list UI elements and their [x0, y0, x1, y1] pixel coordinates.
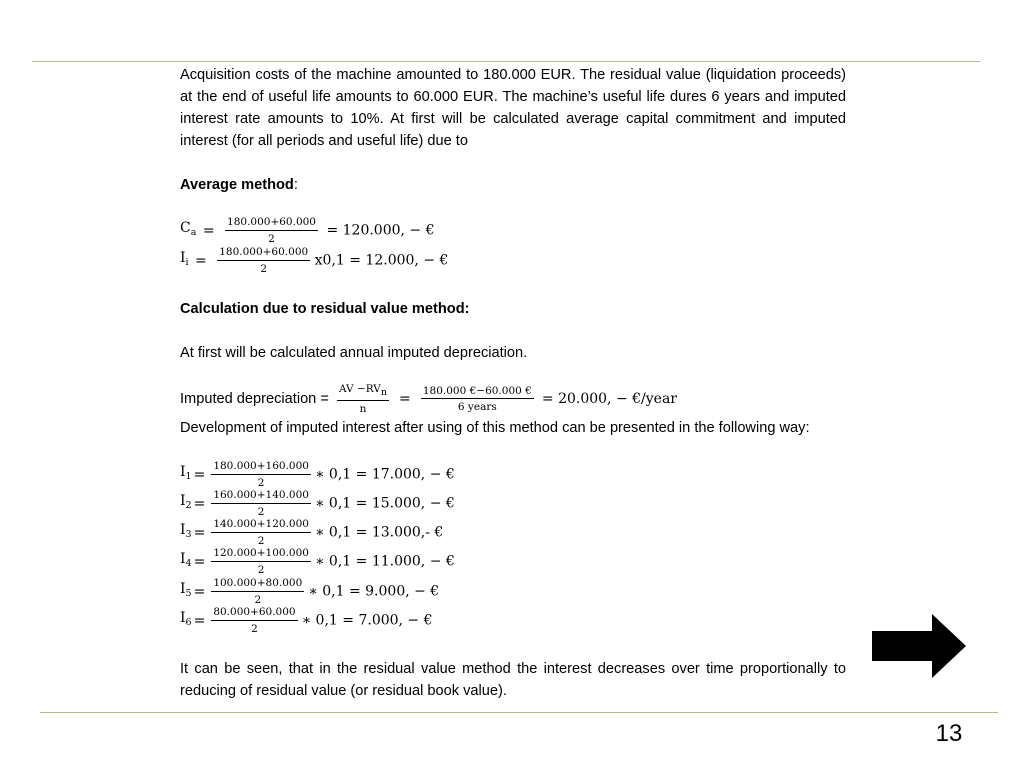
period-symbol — [180, 490, 192, 517]
period-symbol — [180, 578, 192, 605]
period-symbol-letter: I — [180, 522, 186, 538]
period-numerator: 80.000+60.000 — [211, 607, 297, 621]
period-symbol-sub: 4 — [185, 558, 192, 569]
period-denominator: 2 — [257, 563, 265, 576]
period-denominator: 2 — [257, 505, 265, 518]
equals-sign: = — [193, 495, 206, 512]
period-symbol-letter: I — [180, 581, 186, 597]
period-denominator: 2 — [254, 593, 262, 606]
depreciation-label: Imputed depreciation = — [180, 391, 329, 407]
period-symbol-letter: I — [180, 464, 186, 480]
annual-depreciation-text: At first will be calculated annual imputed depreciation. — [180, 345, 528, 361]
average-method-colon: : — [293, 177, 298, 193]
period-symbol-sub: 6 — [185, 617, 192, 628]
conclusion-paragraph: It can be seen, that in the residual value method the interest decreases over time proportionally to reducing of residual value (or residual book value). — [180, 661, 846, 699]
period-numerator: 160.000+140.000 — [211, 490, 311, 504]
intro-paragraph: Acquisition costs of the machine amounted to 180.000 EUR. The residual value (liquidation proceeds) at the end of useful life amounts to 60.000 EUR. The machine’s useful life dures 6 years and imputed interest rate amounts to 10%. At first will be calculated average capital commitment and imputed interest (for all periods and useful life) due to — [180, 67, 846, 149]
period-symbol-letter: I — [180, 610, 186, 626]
period-result: ∗ 0,1 = 15.000, − € — [314, 495, 455, 512]
formula-ii — [180, 247, 448, 277]
depreciation-numerator-symbolic — [337, 384, 389, 401]
equals-sign: = — [399, 391, 411, 407]
ca-result: = 120.000, − € — [326, 222, 435, 239]
period-fraction — [211, 490, 311, 517]
ii-symbol-letter: I — [180, 250, 186, 266]
equals-sign: = — [202, 222, 215, 239]
depreciation-num1-sub: n — [380, 387, 387, 398]
period-fraction — [211, 461, 311, 488]
interest-period-row — [180, 607, 433, 637]
ca-symbol-sub: a — [190, 227, 197, 238]
page-number: 13 — [935, 720, 963, 747]
period-symbol-sub: 5 — [185, 588, 192, 599]
ca-denominator: 2 — [268, 232, 275, 245]
depreciation-num2: 180.000 €−60.000 € — [421, 386, 534, 400]
period-symbol-sub: 2 — [185, 500, 192, 511]
period-denominator: 2 — [257, 534, 265, 547]
equals-sign: = — [193, 553, 206, 570]
period-result: ∗ 0,1 = 13.000,- € — [314, 524, 444, 541]
period-fraction — [211, 548, 311, 575]
ii-fraction — [217, 247, 310, 274]
interest-period-row — [180, 490, 455, 520]
depreciation-den2: 6 years — [457, 401, 497, 413]
period-symbol — [180, 461, 192, 488]
period-numerator: 140.000+120.000 — [211, 519, 311, 533]
period-symbol-sub: 3 — [185, 529, 192, 540]
period-denominator: 2 — [251, 622, 258, 635]
period-result: ∗ 0,1 = 9.000, − € — [308, 583, 440, 600]
period-symbol — [180, 519, 192, 546]
period-symbol-letter: I — [180, 551, 186, 567]
interest-period-row — [180, 548, 455, 578]
ii-symbol — [180, 247, 189, 274]
depreciation-fraction-symbolic — [337, 384, 389, 414]
equals-sign: = — [193, 583, 206, 600]
period-result: ∗ 0,1 = 7.000, − € — [301, 612, 433, 629]
period-numerator: 100.000+80.000 — [211, 578, 304, 592]
depreciation-fraction-numeric — [421, 386, 534, 413]
period-fraction — [211, 578, 304, 605]
period-symbol — [180, 548, 192, 575]
period-numerator: 120.000+100.000 — [211, 548, 311, 562]
period-fraction — [211, 607, 297, 634]
period-symbol — [180, 607, 192, 634]
depreciation-result: = 20.000, − €/year — [541, 391, 677, 407]
ii-symbol-sub: i — [185, 257, 189, 268]
depreciation-den1: n — [359, 402, 367, 415]
ii-result: x0,1 = 12.000, − € — [314, 252, 449, 269]
average-method-heading — [180, 174, 298, 196]
development-text: Development of imputed interest after using of this method can be presented in the following way: — [180, 420, 810, 436]
ca-symbol — [180, 217, 196, 244]
equals-sign: = — [195, 252, 207, 269]
interest-period-row — [180, 519, 443, 549]
ca-numerator: 180.000+60.000 — [225, 217, 318, 231]
depreciation-num1: AV −RV — [338, 383, 381, 395]
period-symbol-sub: 1 — [185, 471, 192, 482]
period-fraction — [211, 519, 311, 546]
residual-method-heading: Calculation due to residual value method: — [180, 301, 470, 317]
ca-symbol-letter: C — [180, 220, 191, 236]
right-arrow-icon[interactable] — [872, 614, 966, 678]
formula-depreciation — [180, 384, 677, 414]
period-result: ∗ 0,1 = 17.000, − € — [314, 466, 455, 483]
average-method-title: Average method — [180, 177, 294, 193]
period-symbol-letter: I — [180, 493, 186, 509]
top-divider — [32, 61, 980, 62]
ii-numerator: 180.000+60.000 — [217, 247, 310, 261]
interest-period-row — [180, 461, 455, 491]
ii-denominator: 2 — [260, 262, 268, 275]
bottom-divider — [40, 712, 998, 713]
period-numerator: 180.000+160.000 — [211, 461, 311, 475]
interest-period-row — [180, 578, 439, 608]
ca-fraction — [225, 217, 318, 244]
formula-ca — [180, 217, 435, 247]
period-result: ∗ 0,1 = 11.000, − € — [314, 553, 455, 570]
equals-sign: = — [193, 466, 206, 483]
arrow-shape — [872, 614, 966, 678]
equals-sign: = — [193, 612, 206, 629]
period-denominator: 2 — [257, 476, 265, 489]
equals-sign: = — [193, 524, 206, 541]
